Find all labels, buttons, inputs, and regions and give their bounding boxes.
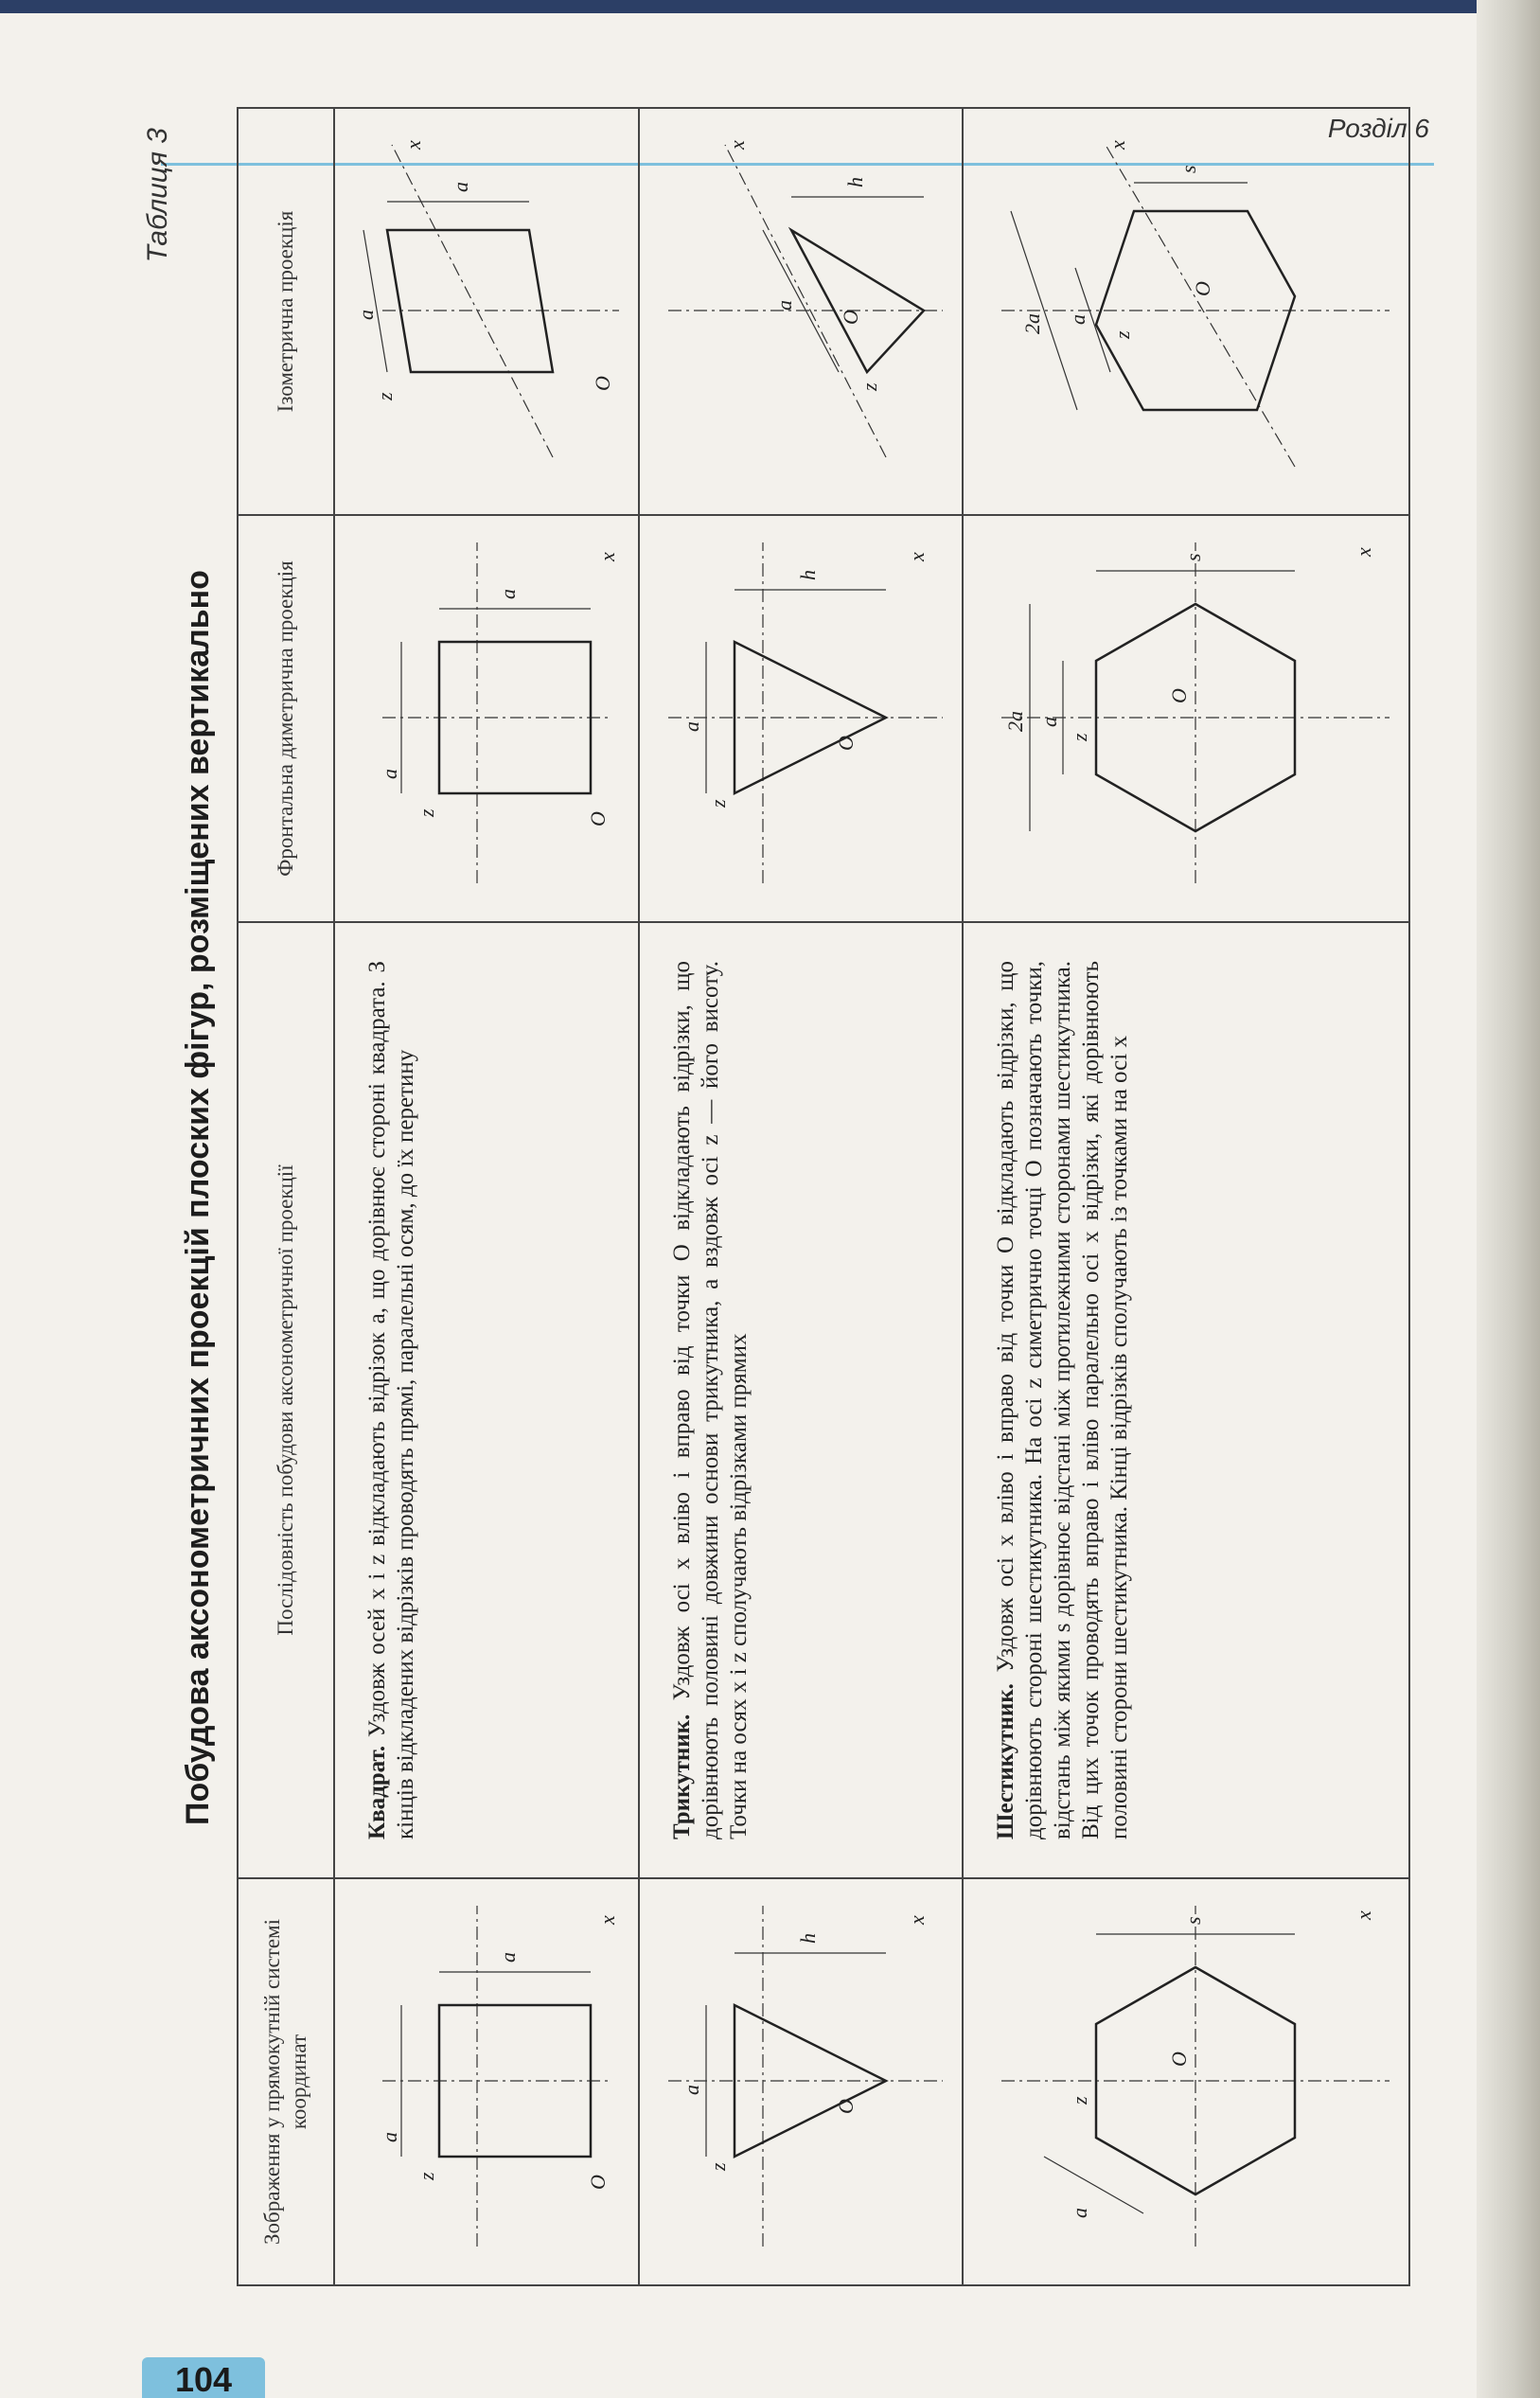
label-o: O: [586, 811, 610, 826]
figure-name: Шестикутник.: [993, 1683, 1018, 1839]
top-edge: [0, 0, 1540, 13]
label-z: z: [706, 799, 730, 808]
page-number: 104: [142, 2357, 265, 2398]
label-h: h: [843, 177, 867, 187]
label-2a: 2a: [1020, 313, 1044, 334]
square-orthographic-drawing: [335, 1877, 638, 2284]
table-row: [639, 108, 963, 2285]
label-x: x: [401, 140, 425, 150]
hexagon-dimetric-cell: [963, 515, 1409, 922]
label-o: O: [586, 2175, 610, 2190]
label-z: z: [858, 382, 881, 391]
label-x: x: [595, 1915, 619, 1925]
table-row: [963, 108, 1409, 2285]
column-header: Ізометрична проекція: [238, 108, 334, 515]
hexagon-orthographic-drawing: [964, 1877, 1408, 2284]
label-o: O: [839, 310, 862, 325]
construction-table: [237, 107, 1410, 2286]
construction-text: Уздовж осі x вліво і вправо від точки O відкладають відрізки, що дорівнюють стороні шестикутника. На осі z симетрично точці O позначають точки, відстань між якими s дорівнює відстані між протилежними сторонами шестикутника. Від цих точок проводять вправо і вліво паралельно осі x відрізки, які дорівнюють половині сторони шестикутника. Кінці відрізків сполучають із точками на осі x: [993, 961, 1132, 1839]
square-isometric-drawing: [335, 107, 638, 514]
label-x: x: [725, 140, 749, 150]
label-a: a: [496, 1952, 520, 1963]
label-h: h: [796, 1933, 820, 1944]
label-o: O: [1167, 688, 1191, 703]
label-z: z: [415, 808, 438, 817]
triangle-dimetric-cell: [639, 515, 963, 922]
label-z: z: [1068, 733, 1091, 741]
label-a: a: [1037, 717, 1061, 727]
label-x: x: [595, 552, 619, 561]
label-a: a: [378, 769, 401, 779]
label-s: s: [1177, 165, 1200, 173]
label-z: z: [706, 2162, 730, 2171]
label-x: x: [905, 1915, 929, 1925]
label-s: s: [1181, 553, 1205, 561]
square-orthographic-cell: [334, 1878, 639, 2285]
section-label: Розділ 6: [1327, 114, 1429, 143]
label-a: a: [449, 182, 472, 192]
label-x: x: [1106, 140, 1129, 150]
hexagon-description-cell: [963, 922, 1409, 1878]
label-o: O: [834, 736, 858, 751]
label-z: z: [373, 392, 397, 400]
square-isometric-cell: [334, 108, 639, 515]
hexagon-isometric-drawing: [964, 107, 1408, 514]
triangle-isometric-cell: [639, 108, 963, 515]
label-o: O: [834, 2099, 858, 2114]
triangle-isometric-drawing: [640, 107, 962, 514]
column-header: Послідовність побудови аксонометричної проекції: [238, 922, 334, 1878]
label-h: h: [796, 570, 820, 580]
label-o: O: [1167, 2052, 1191, 2067]
table-caption: Таблиця 3: [142, 128, 173, 263]
hexagon-isometric-cell: [963, 108, 1409, 515]
label-x: x: [1352, 547, 1375, 557]
label-x: x: [1352, 1910, 1375, 1920]
hexagon-dimetric-drawing: [964, 514, 1408, 921]
label-z: z: [415, 2172, 438, 2180]
triangle-description-cell: [639, 922, 963, 1878]
label-a: a: [1066, 314, 1089, 325]
label-2a: 2a: [1003, 711, 1027, 732]
label-x: x: [905, 552, 929, 561]
label-a: a: [1068, 2208, 1091, 2218]
triangle-orthographic-drawing: [640, 1877, 962, 2284]
figure-name: Квадрат.: [364, 1745, 390, 1839]
triangle-orthographic-cell: [639, 1878, 963, 2285]
triangle-dimetric-drawing: [640, 514, 962, 921]
table-title: Побудова аксонометричних проекцій плоских фігур, розміщених вертикально: [180, 570, 216, 1825]
square-dimetric-drawing: [335, 514, 638, 921]
hexagon-orthographic-cell: [963, 1878, 1409, 2285]
column-header: Фронтальна диметрична проекція: [238, 515, 334, 922]
label-o: O: [591, 376, 614, 391]
label-a: a: [680, 721, 703, 732]
label-a: a: [378, 2132, 401, 2142]
square-description-cell: [334, 922, 639, 1878]
construction-text: Уздовж осей x і z відкладають відрізок a, що дорівнює стороні квадрата. З кінців відкладених відрізків проводять прямі, паралельні осям, до їх перетину: [364, 961, 418, 1839]
label-z: z: [1068, 2096, 1091, 2105]
label-a: a: [354, 310, 378, 320]
column-header: Зображення у прямокутній системі координат: [238, 1878, 334, 2285]
table-row: [334, 108, 639, 2285]
page-fold-edge: [1477, 0, 1540, 2398]
label-a: a: [496, 589, 520, 599]
label-s: s: [1181, 1916, 1205, 1925]
label-z: z: [1110, 330, 1134, 339]
table-header-row: [238, 108, 334, 2285]
label-o: O: [1191, 281, 1214, 296]
square-dimetric-cell: [334, 515, 639, 922]
figure-name: Трикутник.: [669, 1714, 695, 1839]
construction-text: Уздовж осі x вліво і вправо від точки O відкладають відрізки, що дорівнюють половині довжини основи трикутника, а вздовж осі z — його висоту. Точки на осях x і z сполучають відрізками прямих: [669, 961, 752, 1839]
label-a: a: [680, 2085, 703, 2095]
rotated-table-block: [142, 109, 1429, 2286]
label-a: a: [772, 300, 796, 311]
